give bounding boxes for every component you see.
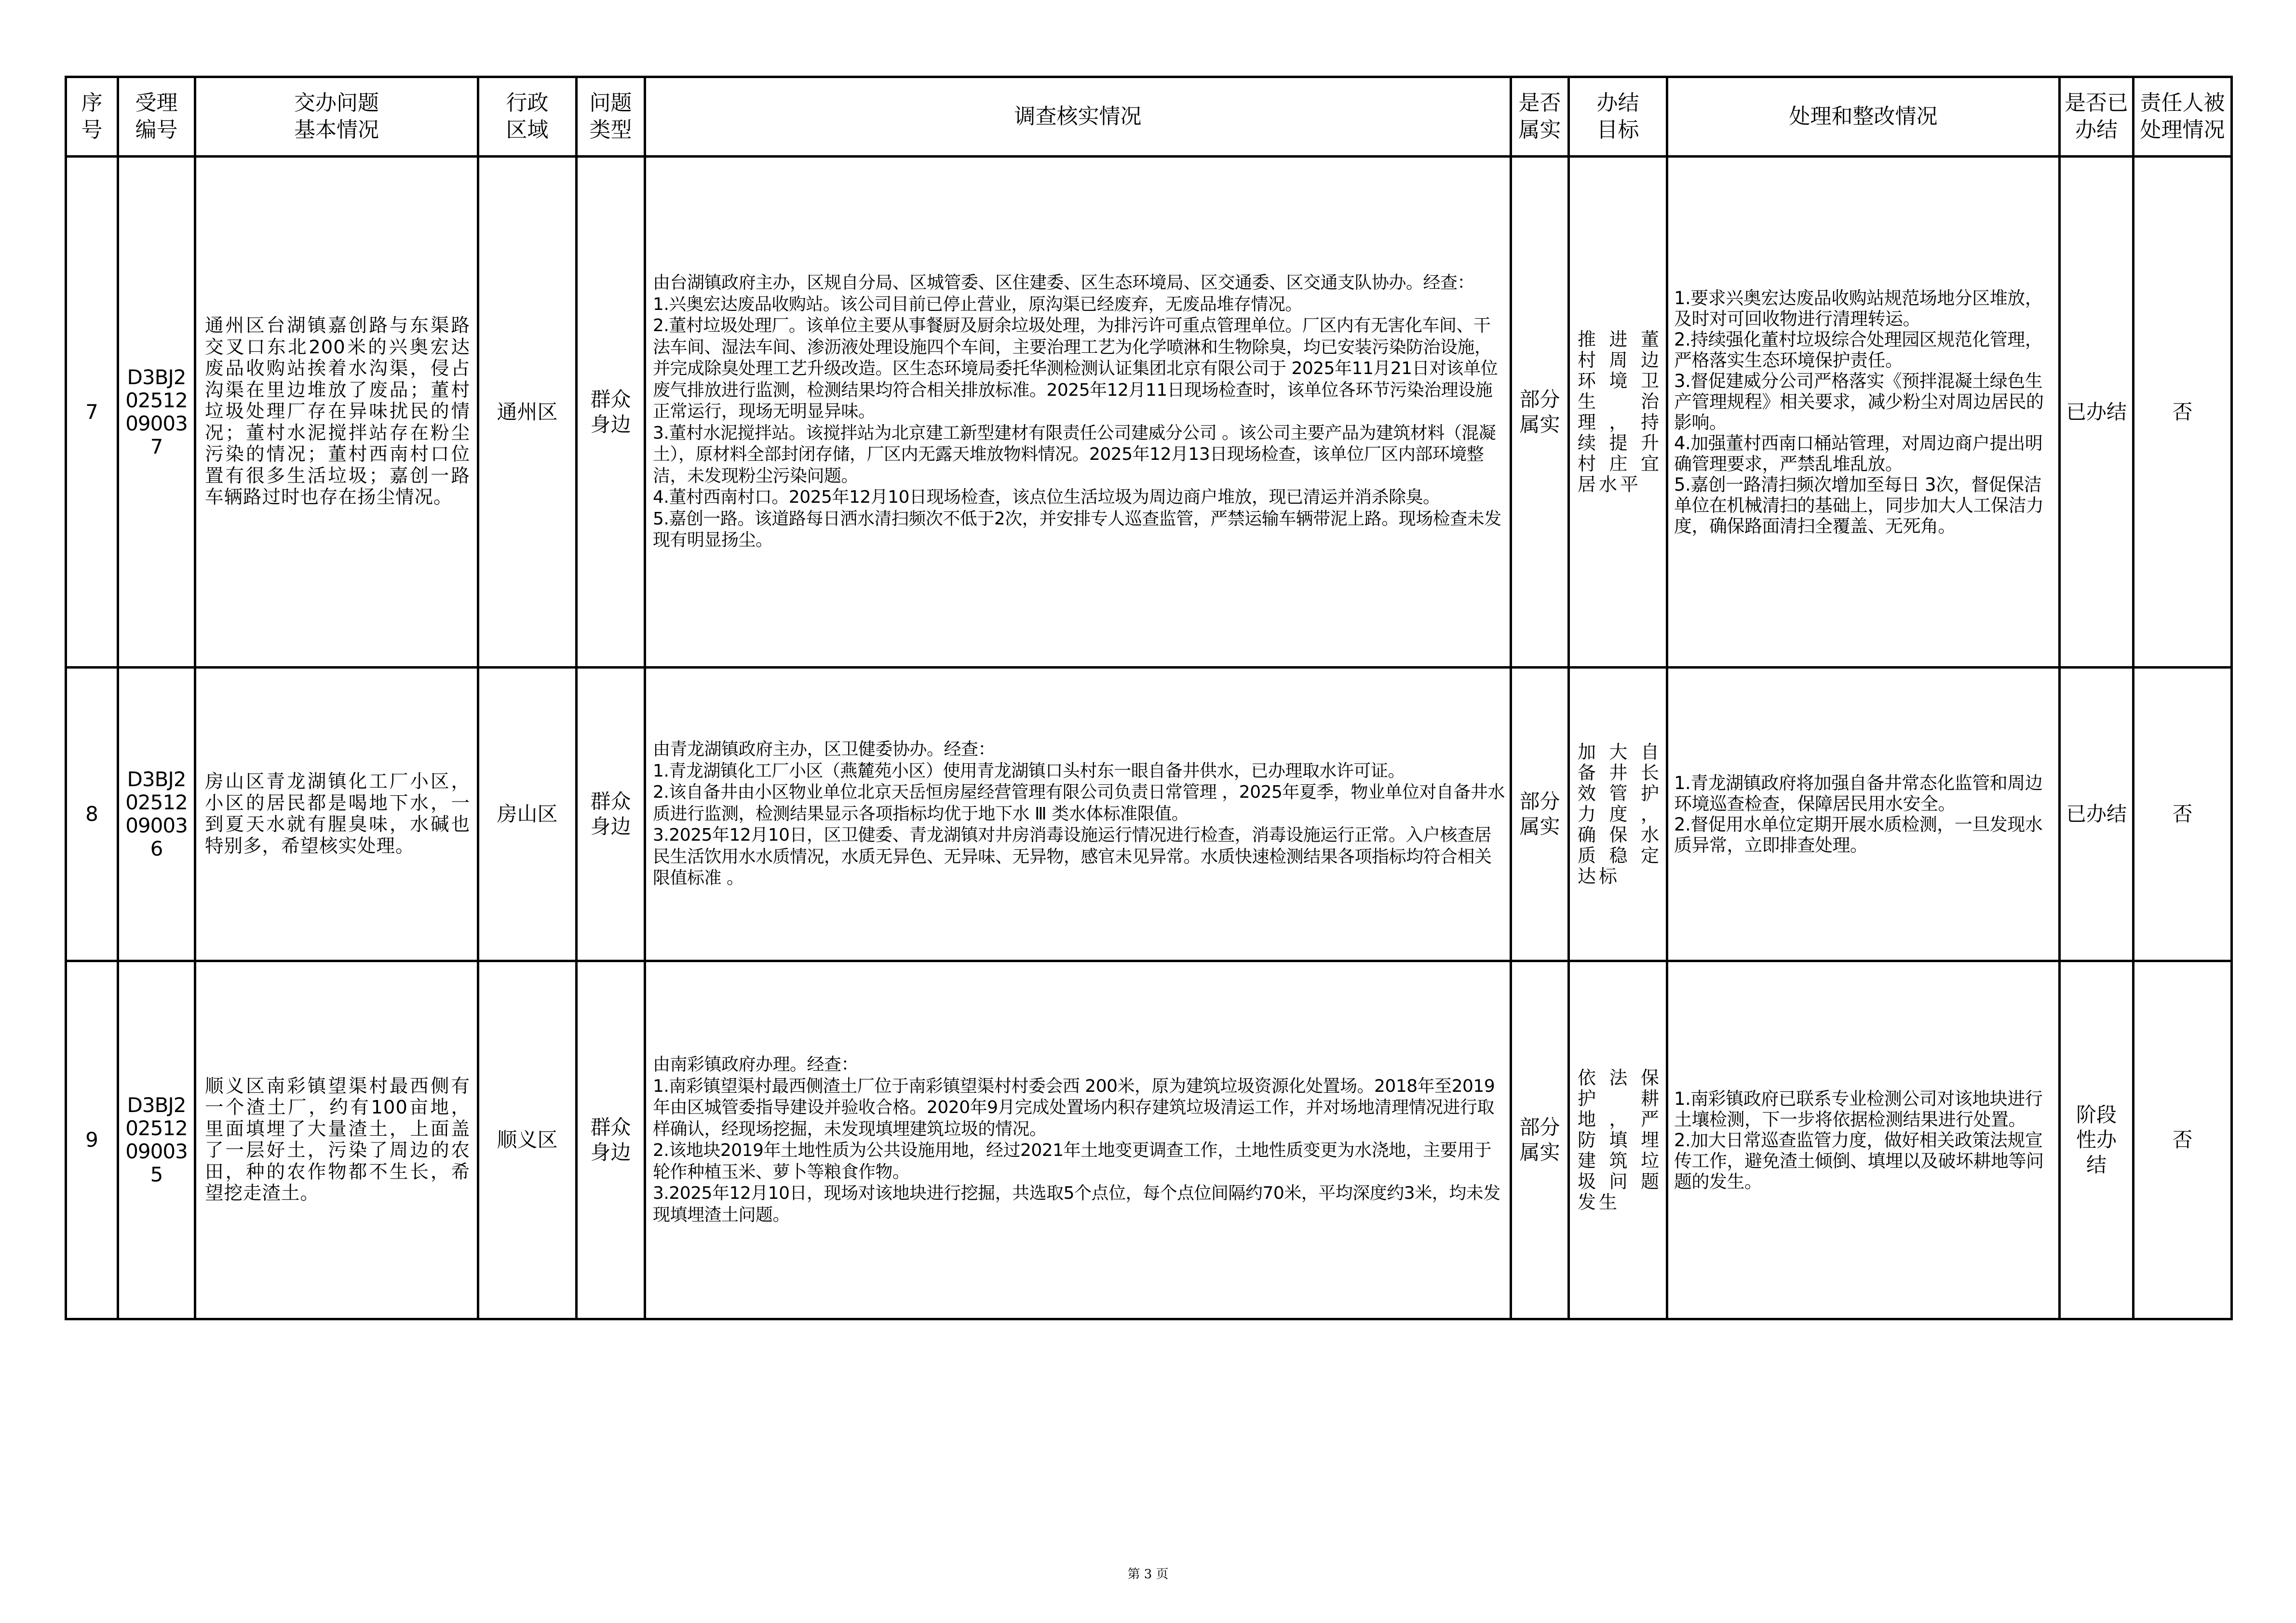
cell-seq: 8 [66,668,118,961]
cell-goal: 加大自备井长效管护力度，确保水质稳定达标 [1569,668,1667,961]
header-issue: 交办问题 基本情况 [195,77,478,157]
cell-closed: 阶段性办结 [2060,961,2134,1319]
cell-accountability: 否 [2134,157,2232,668]
action-item: 3.督促建威分公司严格落实《预拌混凝土绿色生产管理规程》相关要求，减少粉尘对周边居民的影响。 [1674,370,2044,433]
action-item: 1.南彩镇政府已联系专业检测公司对该地块进行土壤检测，下一步将依据检测结果进行处置。 [1674,1088,2043,1130]
investigation-paragraph: 由青龙湖镇政府主办，区卫健委协办。经查： [653,739,996,760]
cell-case-id: D3BJ202512090036 [118,668,195,961]
cell-actions [1667,961,2060,1319]
page-number: 第 3 页 [1127,1567,1169,1582]
header-district: 行政 区域 [478,77,577,157]
case-table [65,76,2233,1320]
investigation-paragraph: 5.嘉创一路。该道路每日洒水清扫频次不低于2次，并安排专人巡查监管，严禁运输车辆带泥上路。现场检查未发现有明显扬尘。 [653,509,1501,550]
cell-case-id: D3BJ202512090037 [118,157,195,668]
cell-district: 通州区 [478,157,577,668]
action-item: 1.要求兴奥宏达废品收购站规范场地分区堆放，及时对可回收物进行清理转运。 [1674,287,2043,329]
investigation-paragraph: 1.青龙湖镇化工厂小区（燕麓苑小区）使用青龙湖镇口头村东一眼自备井供水，已办理取水许可证。 [653,761,1405,781]
cell-investigation [645,668,1511,961]
header-goal: 办结 目标 [1569,77,1667,157]
investigation-paragraph: 2.该地块2019年土地性质为公共设施用地，经过2021年土地变更调查工作，土地性质变更为水浇地，主要用于轮作种植玉米、萝卜等粮食作物。 [653,1140,1492,1182]
cell-district: 顺义区 [478,961,577,1319]
header-actions: 处理和整改情况 [1667,77,2060,157]
cell-investigation [645,157,1511,668]
cell-district: 房山区 [478,668,577,961]
cell-goal: 推进董村周边环境卫生治理，持续提升村庄宜居水平 [1569,157,1667,668]
table-row [66,668,2232,961]
action-item: 2.持续强化董村垃圾综合处理园区规范化管理，严格落实生态环境保护责任。 [1674,329,2043,371]
investigation-paragraph: 3.2025年12月10日，区卫健委、青龙湖镇对井房消毒设施运行情况进行检查，消毒设施运行正常。入户核查居民生活饮用水水质情况，水质无异色、无异味、无异物，感官未见异常。水质快速检测结果各项指标均符合相关限值标准 。 [653,825,1492,888]
action-item: 2.加大日常巡查监管力度，做好相关政策法规宣传工作，避免渣土倾倒、填埋以及破坏耕地等问题的发生。 [1674,1129,2044,1192]
cell-type: 群众身边 [577,668,645,961]
header-accountability: 责任人被 处理情况 [2134,77,2232,157]
action-item: 5.嘉创一路清扫频次增加至每日 3次，督促保洁单位在机械清扫的基础上，同步加大人工保洁力度，确保路面清扫全覆盖、无死角。 [1674,474,2044,537]
investigation-paragraph: 3.董村水泥搅拌站。该搅拌站为北京建工新型建材有限责任公司建威分公司 。该公司主要产品为建筑材料（混凝土），原材料全部封闭存储，厂区内无露天堆放物料情况。2025年12月13日现场检查，该单位厂区内部环境整洁，未发现粉尘污染问题。 [653,423,1496,486]
header-case-id: 受理 编号 [118,77,195,157]
cell-verified: 部分属实 [1511,668,1569,961]
investigation-paragraph: 2.董村垃圾处理厂。该单位主要从事餐厨及厨余垃圾处理，为排污许可重点管理单位。厂区内有无害化车间、干法车间、湿法车间、渗沥液处理设施四个车间，主要治理工艺为化学喷淋和生物除臭，均已安装污染防治设施，并完成除臭处理工艺升级改造。区生态环境局委托华测检测认证集团北京有限公司于 2025年11月21日对该单位废气排放进行监测，检测结果均符合相关排放标准。2025年12月11日现场检查时，该单位各环节污染治理设施正常运行，现场无明显异味。 [653,316,1498,422]
header-closed: 是否已 办结 [2060,77,2134,157]
cell-investigation [645,961,1511,1319]
cell-seq: 9 [66,961,118,1319]
investigation-paragraph: 3.2025年12月10日，现场对该地块进行挖掘，共选取5个点位，每个点位间隔约70米，平均深度约3米，均未发现填埋渣土问题。 [653,1183,1500,1225]
action-item: 4.加强董村西南口桶站管理，对周边商户提出明确管理要求，严禁乱堆乱放。 [1674,432,2043,474]
table-row [66,961,2232,1319]
cell-actions [1667,668,2060,961]
investigation-paragraph: 由南彩镇政府办理。经查： [653,1055,859,1074]
investigation-paragraph: 1.兴奥宏达废品收购站。该公司目前已停止营业，原沟渠已经废弃，无废品堆存情况。 [653,294,1302,314]
header-type: 问题 类型 [577,77,645,157]
investigation-paragraph: 2.该自备井由小区物业单位北京天岳恒房屋经营管理有限公司负责日常管理 ，2025年夏季，物业单位对自备井水质进行监测，检测结果显示各项指标均优于地下水 Ⅲ 类水体标准限值。 [653,782,1505,824]
cell-issue: 房山区青龙湖镇化工厂小区，小区的居民都是喝地下水，一到夏天水就有腥臭味，水碱也特别多，希望核实处理。 [195,668,478,961]
cell-closed: 已办结 [2060,157,2134,668]
cell-actions [1667,157,2060,668]
table-row [66,157,2232,668]
investigation-paragraph: 1.南彩镇望渠村最西侧渣土厂位于南彩镇望渠村村委会西 200米，原为建筑垃圾资源化处置场。2018年至2019年由区城管委指导建设并验收合格。2020年9月完成处置场内积存建筑垃圾清运工作，并对场地清理情况进行取样确认，经现场挖掘，未发现填埋建筑垃圾的情况。 [653,1076,1495,1139]
cell-accountability: 否 [2134,668,2232,961]
cell-type: 群众身边 [577,157,645,668]
table-header-row [66,77,2232,157]
action-item: 1.青龙湖镇政府将加强自备井常态化监管和周边环境巡查检查，保障居民用水安全。 [1674,773,2043,814]
cell-closed: 已办结 [2060,668,2134,961]
action-item: 2.督促用水单位定期开展水质检测，一旦发现水质异常，立即排查处理。 [1674,814,2043,856]
cell-seq: 7 [66,157,118,668]
investigation-paragraph: 由台湖镇政府主办，区规自分局、区城管委、区住建委、区生态环境局、区交通委、区交通支队协办。经查： [653,273,1475,293]
cell-goal: 依法保护耕地，严防填埋建筑垃圾问题发生 [1569,961,1667,1319]
investigation-paragraph: 4.董村西南村口。2025年12月10日现场检查，该点位生活垃圾为周边商户堆放，现已清运并消杀除臭。 [653,487,1440,508]
header-seq: 序 号 [66,77,118,157]
header-investigation: 调查核实情况 [645,77,1511,157]
cell-accountability: 否 [2134,961,2232,1319]
cell-issue: 通州区台湖镇嘉创路与东渠路交叉口东北200米的兴奥宏达废品收购站挨着水沟渠，侵占沟渠在里边堆放了废品；董村垃圾处理厂存在异味扰民的情况；董村水泥搅拌站存在粉尘污染的情况；董村西南村口位置有很多生活垃圾；嘉创一路车辆路过时也存在扬尘情况。 [195,157,478,668]
cell-case-id: D3BJ202512090035 [118,961,195,1319]
cell-verified: 部分属实 [1511,961,1569,1319]
cell-type: 群众身边 [577,961,645,1319]
header-verified: 是否 属实 [1511,77,1569,157]
cell-issue: 顺义区南彩镇望渠村最西侧有一个渣土厂，约有100亩地，里面填埋了大量渣土，上面盖了一层好土，污染了周边的农田，种的农作物都不生长，希望挖走渣土。 [195,961,478,1319]
cell-verified: 部分属实 [1511,157,1569,668]
